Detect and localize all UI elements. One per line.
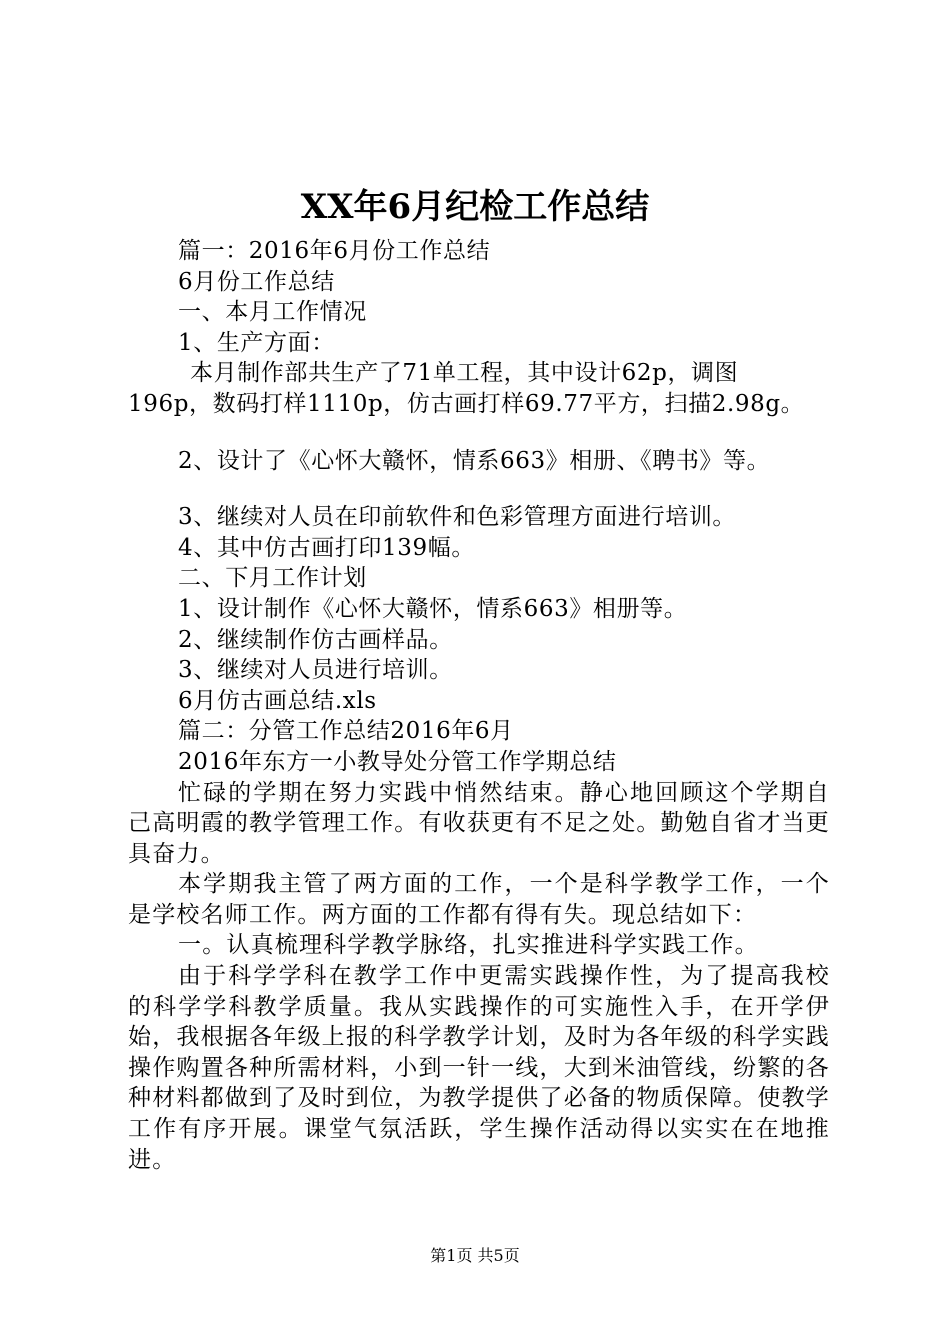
page-footer: 第1页 共5页	[430, 1246, 520, 1265]
document-title: XX年6月纪检工作总结	[300, 187, 650, 227]
list-item: 4、其中仿古画打印139幅。	[178, 534, 475, 561]
paragraph: 一。认真梳理科学教学脉络，扎实推进科学实践工作。	[178, 932, 759, 959]
list-item: 1、设计制作《心怀大赣怀，情系663》相册等。	[178, 595, 688, 622]
subheading: 一、本月工作情况	[178, 299, 367, 326]
document-body	[128, 236, 830, 1175]
attachment-name: 6月仿古画总结.xls	[178, 687, 377, 714]
list-item: 2、设计了《心怀大赣怀，情系663》相册、《聘书》等。	[178, 447, 771, 474]
list-item: 3、继续对人员在印前软件和色彩管理方面进行培训。	[178, 504, 737, 531]
list-item: 2、继续制作仿古画样品。	[178, 626, 453, 653]
paragraph-line: 196p，数码打样1110p，仿古画打样69.77平方，扫描2.98g。	[128, 390, 805, 417]
section-heading: 篇一：2016年6月份工作总结	[178, 238, 491, 264]
list-item: 3、继续对人员进行培训。	[178, 657, 453, 684]
subheading: 二、下月工作计划	[178, 565, 367, 592]
paragraph: 本学期我主管了两方面的工作，一个是科学教学工作，一个是学校名师工作。两方面的工作都有得有失。现总结如下：	[128, 871, 830, 928]
paragraph-line: 本月制作部共生产了71单工程，其中设计62p，调图	[190, 360, 739, 387]
subheading: 2016年东方一小教导处分管工作学期总结	[178, 748, 617, 775]
section-heading: 篇二：分管工作总结2016年6月	[178, 718, 514, 745]
subheading: 6月份工作总结	[178, 268, 335, 295]
list-item: 1、生产方面：	[178, 329, 335, 356]
paragraph: 忙碌的学期在努力实践中悄然结束。静心地回顾这个学期自己高明霞的教学管理工作。有收获更有不足之处。勤勉自省才当更具奋力。	[128, 779, 830, 867]
paragraph: 由于科学学科在教学工作中更需实践操作性，为了提高我校的科学学科教学质量。我从实践操作的可实施性入手，在开学伊始，我根据各年级上报的科学教学计划，及时为各年级的科学实践操作购置各种所需材料，小到一针一线，大到米油管线，纷繁的各种材料都做到了及时到位，为教学提供了必备的物质保障。使教学工作有序开展。课堂气氛活跃，学生操作活动得以实实在在地推进。	[128, 963, 830, 1173]
